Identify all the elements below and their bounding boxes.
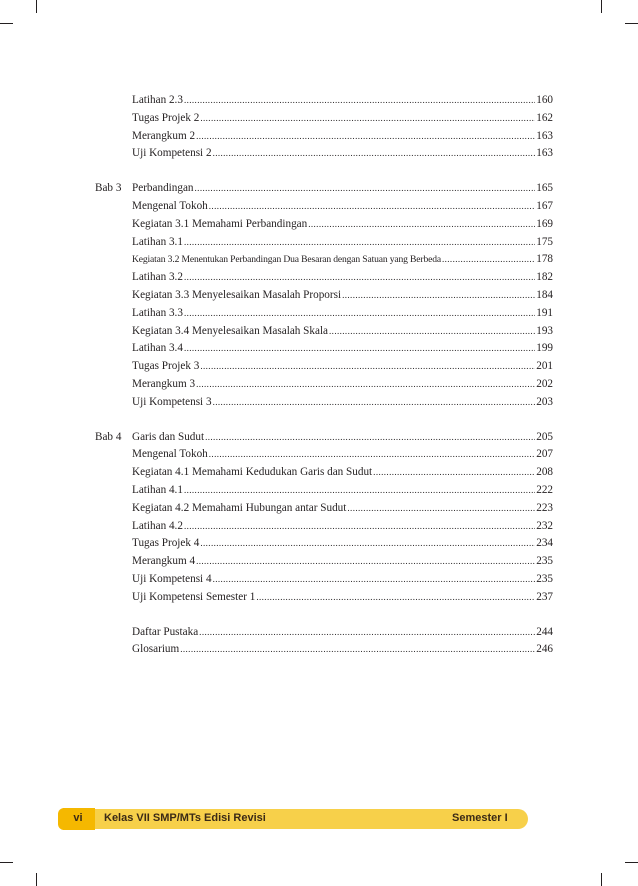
toc-entry-title: Latihan 4.1 [132, 484, 183, 496]
toc-entry [132, 625, 553, 639]
toc-entry-title: Kegiatan 3.1 Memahami Perbandingan [132, 217, 308, 230]
toc-entry [132, 377, 553, 391]
dot-leader [199, 625, 535, 639]
toc-entry [132, 129, 553, 143]
toc-entry-title: Perbandingan [132, 182, 194, 195]
toc-entry [132, 395, 553, 409]
toc-entry-title: Garis dan Sudut [132, 430, 205, 443]
toc-entry-page: 234 [536, 537, 553, 550]
toc-entry-page: 201 [536, 360, 553, 373]
toc-entry-page: 222 [536, 484, 553, 496]
toc-entry-title: Glosarium [132, 643, 180, 656]
dot-leader [200, 359, 535, 373]
dot-leader [180, 642, 535, 656]
toc-entry-title: Uji Kompetensi 3 [132, 395, 212, 408]
dot-leader [213, 395, 536, 409]
dot-leader [184, 306, 535, 320]
toc-entry-page: 167 [536, 200, 553, 212]
toc-entry [132, 590, 553, 604]
crop-mark-bottom-right-v [601, 873, 602, 886]
toc-entry [132, 270, 553, 284]
toc-entry-page: 199 [536, 342, 553, 355]
toc-entry-page: 223 [536, 501, 553, 514]
dot-leader [196, 129, 535, 143]
toc-entry [132, 536, 553, 550]
toc-entry-title: Kegiatan 4.1 Memahami Kedudukan Garis dan Sudut [132, 466, 373, 479]
toc-entry-title: Daftar Pustaka [132, 625, 199, 638]
toc-entry [95, 430, 553, 444]
toc-entry [132, 465, 553, 479]
toc-entry-page: 235 [536, 573, 553, 585]
toc-entry [132, 252, 553, 267]
toc-entry [132, 519, 553, 533]
toc-entry [132, 199, 553, 213]
chapter-number: Bab 3 [95, 182, 122, 195]
toc-entry-title: Kegiatan 3.2 Menentukan Perbandingan Dua Besaran dengan Satuan yang Berbeda [132, 254, 441, 266]
toc-entry [132, 359, 553, 373]
dot-leader [184, 483, 535, 497]
toc-entry [132, 93, 553, 107]
toc-entry-title: Latihan 2.3 [132, 94, 183, 106]
dot-leader [184, 519, 535, 533]
toc-entry-page: 169 [536, 217, 553, 230]
toc-entry-title: Mengenal Tokoh [132, 200, 208, 212]
toc-entry-page: 207 [536, 448, 553, 461]
toc-entry-page: 244 [536, 625, 553, 638]
toc-entry-title: Merangkum 2 [132, 129, 196, 142]
dot-leader [195, 181, 536, 195]
dot-leader [196, 377, 535, 391]
dot-leader [342, 288, 535, 302]
dot-leader [184, 93, 535, 107]
toc-entry-title: Uji Kompetensi Semester 1 [132, 590, 256, 603]
toc-entry-page: 162 [536, 111, 553, 124]
dot-leader [184, 270, 535, 284]
toc-entry [132, 217, 553, 231]
dot-leader [373, 465, 535, 479]
toc-entry [95, 181, 553, 195]
crop-mark-top-right-h [625, 23, 638, 24]
toc-entry-page: 184 [536, 289, 553, 301]
toc-entry-title: Tugas Projek 4 [132, 537, 200, 550]
dot-leader [256, 590, 535, 604]
toc-entry [132, 235, 553, 249]
crop-mark-top-right-v [601, 0, 602, 13]
toc-entry-page: 163 [536, 147, 553, 160]
toc-entry-title: Latihan 3.2 [132, 271, 183, 284]
crop-mark-bottom-right-h [625, 862, 638, 863]
toc-entry-page: 193 [536, 324, 553, 337]
crop-mark-bottom-left-v [36, 873, 37, 886]
toc-entry-page: 191 [536, 306, 553, 319]
toc-entry-title: Uji Kompetensi 4 [132, 573, 212, 585]
footer-book-title: Kelas VII SMP/MTs Edisi Revisi [104, 812, 266, 824]
toc-entry [132, 554, 553, 568]
toc-entry [132, 288, 553, 302]
toc-entry [132, 447, 553, 461]
toc-entry [132, 483, 553, 497]
toc-entry-title: Kegiatan 3.4 Menyelesaikan Masalah Skala [132, 324, 329, 337]
toc-entry-page: 237 [536, 590, 553, 603]
dot-leader [205, 430, 535, 444]
dot-leader [196, 554, 535, 568]
toc-entry [132, 306, 553, 320]
toc-entry-title: Uji Kompetensi 2 [132, 147, 212, 160]
crop-mark-top-left-h [0, 23, 13, 24]
toc-entry-title: Kegiatan 3.3 Menyelesaikan Masalah Proporsi [132, 289, 342, 301]
footer-semester: Semester I [452, 812, 508, 824]
toc-entry-title: Tugas Projek 2 [132, 111, 200, 124]
toc-entry-title: Latihan 3.3 [132, 306, 183, 319]
toc-entry-page: 246 [536, 643, 553, 656]
toc-entry-page: 203 [536, 395, 553, 408]
dot-leader [442, 252, 535, 266]
toc-entry-page: 182 [536, 271, 553, 284]
toc-entry-page: 202 [536, 378, 553, 390]
toc-entry-page: 175 [536, 235, 553, 248]
toc-entry-title: Merangkum 4 [132, 555, 196, 568]
toc-entry-title: Latihan 3.4 [132, 342, 183, 355]
toc-entry-title: Kegiatan 4.2 Memahami Hubungan antar Sudut [132, 501, 347, 514]
dot-leader [329, 324, 535, 338]
toc-entry [132, 341, 553, 355]
toc-entry-title: Latihan 4.2 [132, 519, 183, 532]
dot-leader [308, 217, 535, 231]
dot-leader [184, 235, 535, 249]
toc-entry-title: Latihan 3.1 [132, 235, 183, 248]
dot-leader [200, 111, 535, 125]
toc-entry-title: Merangkum 3 [132, 378, 196, 390]
toc-entry-title: Tugas Projek 3 [132, 360, 200, 373]
toc-entry-page: 160 [536, 94, 553, 106]
footer-page-number: vi [73, 812, 83, 824]
toc-entry-page: 178 [536, 253, 553, 266]
toc-entry [132, 111, 553, 125]
toc-entry-title: Mengenal Tokoh [132, 448, 208, 461]
toc-entry-page: 235 [536, 555, 553, 568]
toc-entry [132, 146, 553, 160]
dot-leader [213, 572, 536, 586]
dot-leader [347, 501, 535, 515]
crop-mark-bottom-left-h [0, 862, 13, 863]
dot-leader [200, 536, 535, 550]
crop-mark-top-left-v [36, 0, 37, 13]
toc-entry-page: 165 [536, 182, 553, 195]
toc-entry-page: 208 [536, 466, 553, 479]
toc-entry [132, 642, 553, 656]
toc-entry [132, 572, 553, 586]
toc-entry [132, 501, 553, 515]
dot-leader [209, 199, 535, 213]
chapter-number: Bab 4 [95, 430, 122, 443]
toc-entry-page: 163 [536, 129, 553, 142]
dot-leader [184, 341, 535, 355]
dot-leader [213, 146, 536, 160]
toc-entry-page: 205 [536, 430, 553, 443]
toc-entry-page: 232 [536, 519, 553, 532]
dot-leader [209, 447, 535, 461]
toc-entry [132, 324, 553, 338]
